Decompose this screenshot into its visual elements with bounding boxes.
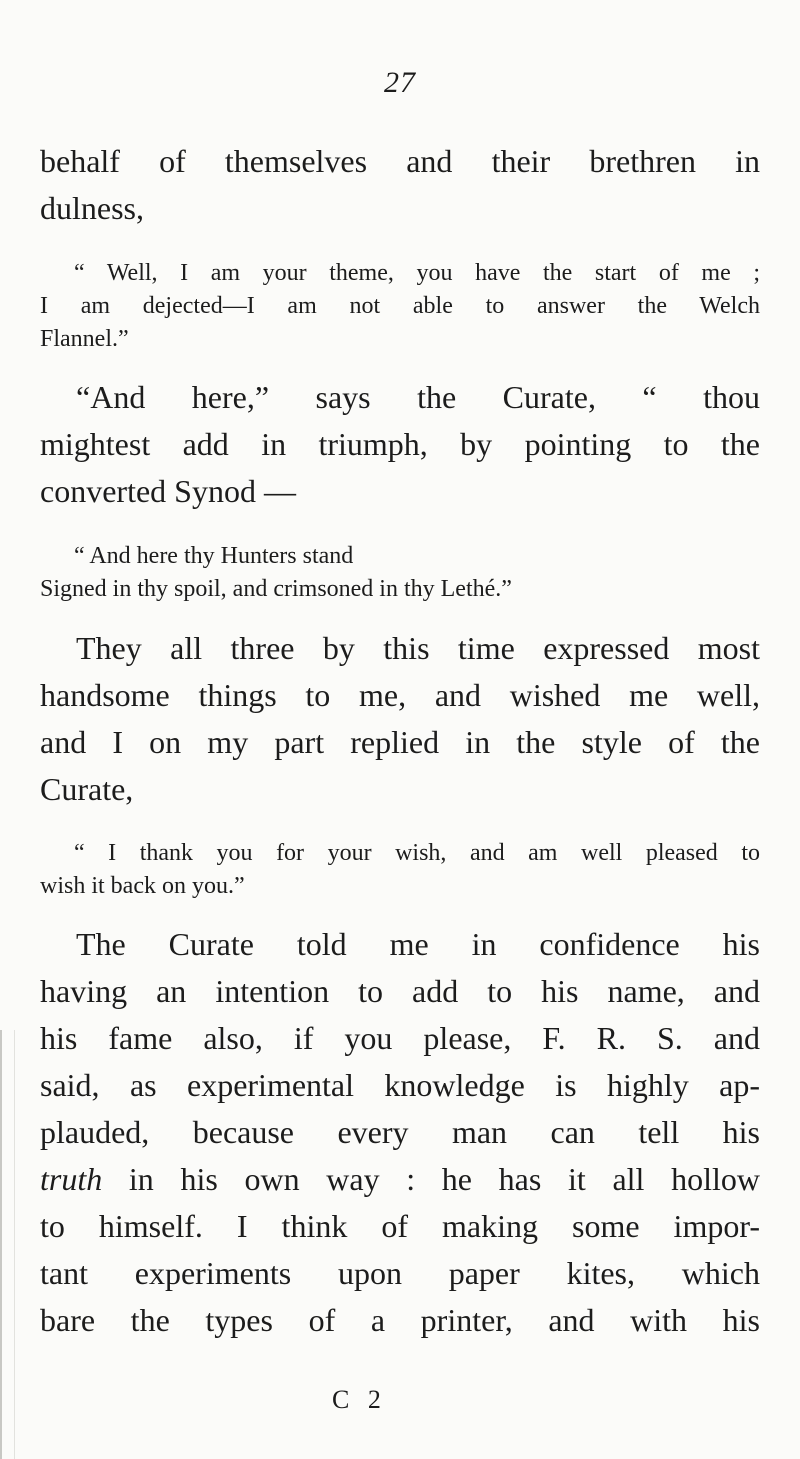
text-line-11: having an intention to add to his name, and bbox=[40, 973, 760, 1009]
italic-word: truth bbox=[40, 1161, 103, 1197]
text-line-17: tant experiments upon paper kites, which bbox=[40, 1255, 760, 1291]
text-line-10: The Curate told me in confidence his bbox=[76, 926, 760, 962]
text-line-18: bare the types of a printer, and with his bbox=[40, 1302, 760, 1338]
text-line-15 bbox=[40, 1160, 760, 1198]
verse-line-1: “ And here thy Hunters stand bbox=[74, 543, 354, 569]
verse-line-2: Signed in thy spoil, and crimsoned in thy Lethé.” bbox=[40, 576, 512, 602]
text-line-16: to himself. I think of making some impor- bbox=[40, 1208, 760, 1244]
text-line-7: handsome things to me, and wished me well, bbox=[40, 677, 760, 713]
signature-mark: C 2 bbox=[332, 1385, 387, 1414]
text-line-1: behalf of themselves and their brethren in bbox=[40, 143, 760, 179]
quote-line-4: “ I thank you for your wish, and am well pleased to bbox=[74, 840, 760, 866]
text-line-12: his fame also, if you please, F. R. S. and bbox=[40, 1020, 760, 1056]
page-number: 27 bbox=[384, 66, 416, 99]
quote-line-2: I am dejected—I am not able to answer the Welch bbox=[40, 293, 760, 319]
text-line-9: Curate, bbox=[40, 771, 134, 807]
quote-line-3: Flannel.” bbox=[40, 326, 129, 352]
text-line-14: plauded, because every man can tell his bbox=[40, 1114, 760, 1150]
text-line-13: said, as experimental knowledge is highly ap- bbox=[40, 1067, 760, 1103]
text-line-3: “And here,” says the Curate, “ thou bbox=[76, 379, 760, 415]
text-line-5: converted Synod — bbox=[40, 473, 296, 509]
text-line-6: They all three by this time expressed most bbox=[76, 630, 760, 666]
page-edge-shadow bbox=[0, 1030, 15, 1459]
text-line-8: and I on my part replied in the style of the bbox=[40, 724, 760, 760]
text-line-4: mightest add in triumph, by pointing to the bbox=[40, 426, 760, 462]
quote-line-1: “ Well, I am your theme, you have the start of me ; bbox=[74, 260, 760, 286]
text-line-2: dulness, bbox=[40, 190, 144, 226]
quote-line-5: wish it back on you.” bbox=[40, 873, 245, 899]
text-line-15-rest: in his own way : he has it all hollow bbox=[128, 1161, 761, 1197]
